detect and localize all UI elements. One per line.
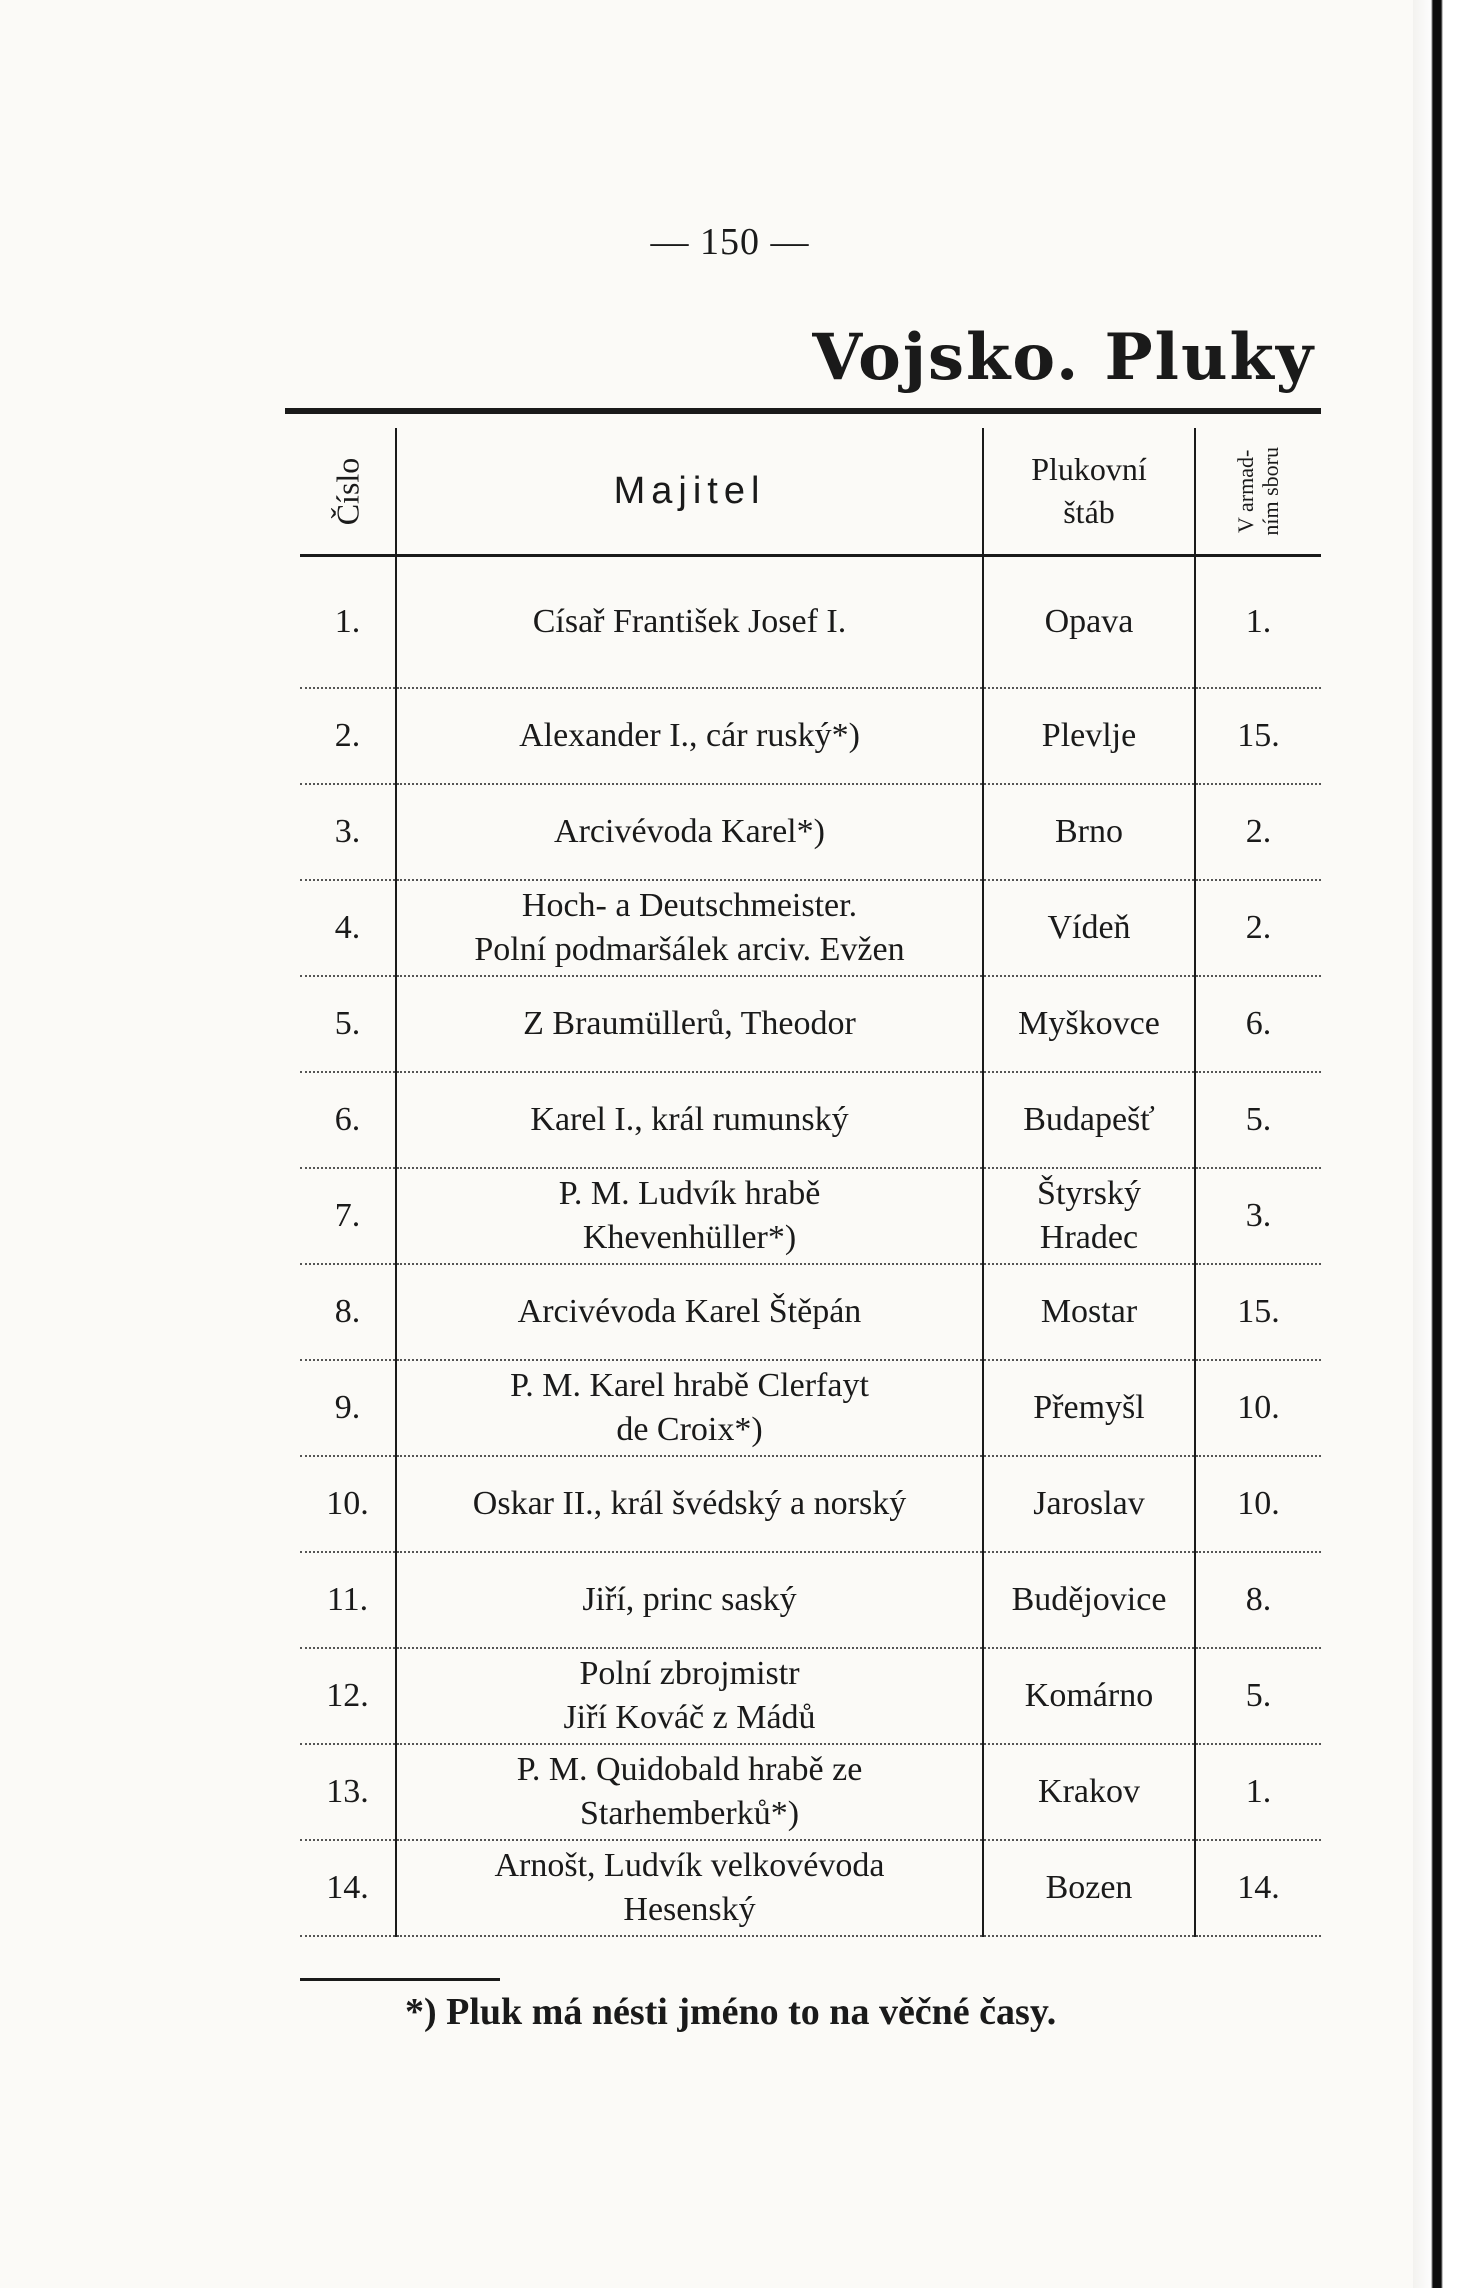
column-header-corps (1195, 428, 1321, 556)
cell-number: 7. (300, 1168, 396, 1264)
cell-hq (983, 1264, 1195, 1360)
cell-hq-line: Přemyšl (1033, 1388, 1145, 1426)
cell-number: 5. (300, 976, 396, 1072)
cell-hq (983, 1552, 1195, 1648)
cell-owner-line: Polní zbrojmistr (579, 1654, 800, 1692)
column-header-hq (983, 428, 1195, 556)
cell-hq-line: Hradec (1039, 1219, 1139, 1256)
cell-number: 9. (300, 1360, 396, 1456)
cell-owner-line: de Croix*) (616, 1411, 763, 1448)
cell-owner (396, 1456, 983, 1552)
table-row (300, 1360, 1321, 1456)
table-row (300, 556, 1321, 689)
column-header-number (300, 428, 396, 556)
table-body (300, 556, 1321, 1937)
column-header-number-label: Číslo (328, 457, 365, 525)
cell-hq (983, 1456, 1195, 1552)
cell-number: 2. (300, 688, 396, 784)
table-row (300, 976, 1321, 1072)
cell-number: 13. (300, 1744, 396, 1840)
cell-owner (396, 1168, 983, 1264)
column-header-corps-label (1233, 447, 1284, 536)
column-header-hq-line2: štáb (1063, 494, 1115, 530)
cell-owner (396, 556, 983, 689)
cell-number: 6. (300, 1072, 396, 1168)
table-row (300, 880, 1321, 976)
cell-corps: 6. (1195, 976, 1321, 1072)
column-header-owner (396, 428, 983, 556)
cell-corps: 15. (1195, 1264, 1321, 1360)
cell-owner (396, 784, 983, 880)
table-row (300, 1264, 1321, 1360)
table-row (300, 1744, 1321, 1840)
table-row (300, 1552, 1321, 1648)
cell-owner-line: Alexander I., cár ruský*) (519, 716, 860, 754)
cell-owner (396, 1744, 983, 1840)
cell-owner-line: Khevenhüller*) (582, 1219, 797, 1256)
table-row (300, 1840, 1321, 1936)
cell-hq (983, 556, 1195, 689)
table-row (300, 1168, 1321, 1264)
cell-owner-line: Hoch- a Deutschmeister. (521, 886, 858, 924)
cell-hq-line: Komárno (1024, 1676, 1154, 1714)
cell-hq (983, 1648, 1195, 1744)
cell-number: 4. (300, 880, 396, 976)
cell-hq (983, 1168, 1195, 1264)
heading-rule (285, 408, 1321, 414)
cell-owner-line: Arnošt, Ludvík velkovévoda (494, 1846, 885, 1884)
table-row (300, 784, 1321, 880)
cell-corps: 1. (1195, 1744, 1321, 1840)
footnote-rule (300, 1978, 500, 1981)
cell-hq (983, 1072, 1195, 1168)
cell-owner (396, 1264, 983, 1360)
cell-corps: 1. (1195, 556, 1321, 689)
column-header-corps-line1: V armad- (1233, 449, 1259, 533)
cell-owner-line: Arcivévoda Karel*) (554, 812, 825, 850)
cell-owner-line: Karel I., král rumunský (530, 1100, 849, 1138)
cell-owner (396, 880, 983, 976)
page-heading: Vojsko. Pluky (812, 320, 1315, 395)
cell-hq (983, 1744, 1195, 1840)
column-header-owner-label: Majitel (613, 469, 766, 512)
table-row (300, 1072, 1321, 1168)
table-row (300, 1648, 1321, 1744)
cell-corps: 8. (1195, 1552, 1321, 1648)
cell-owner-line: Jiří Kováč z Mádů (563, 1699, 816, 1736)
cell-owner-line: Císař František Josef I. (532, 602, 847, 640)
cell-hq-line: Mostar (1040, 1292, 1138, 1330)
cell-owner (396, 688, 983, 784)
cell-owner-line: P. M. Ludvík hrabě (558, 1174, 821, 1212)
cell-hq-line: Brno (1055, 812, 1123, 850)
cell-hq-line: Plevlje (1041, 716, 1137, 754)
cell-hq-line: Opava (1044, 602, 1134, 640)
cell-owner-line: Polní podmaršálek arciv. Evžen (474, 931, 905, 968)
cell-owner-line: P. M. Quidobald hrabě ze (516, 1750, 863, 1788)
cell-hq-line: Jaroslav (1033, 1484, 1145, 1522)
column-header-hq-line1: Plukovní (1031, 450, 1147, 487)
cell-owner-line: P. M. Karel hrabě Clerfayt (510, 1366, 869, 1404)
cell-hq (983, 784, 1195, 880)
column-header-corps-line2: ním sboru (1258, 446, 1284, 536)
cell-owner (396, 1648, 983, 1744)
cell-number: 14. (300, 1840, 396, 1936)
cell-number: 1. (300, 556, 396, 689)
cell-hq-line: Budapešť (1023, 1100, 1155, 1138)
cell-hq (983, 976, 1195, 1072)
cell-corps: 3. (1195, 1168, 1321, 1264)
cell-hq (983, 1360, 1195, 1456)
cell-number: 11. (300, 1552, 396, 1648)
cell-corps: 5. (1195, 1648, 1321, 1744)
cell-corps: 10. (1195, 1456, 1321, 1552)
cell-number: 10. (300, 1456, 396, 1552)
cell-number: 8. (300, 1264, 396, 1360)
cell-owner (396, 1072, 983, 1168)
table-row (300, 1456, 1321, 1552)
table-header-row (300, 428, 1321, 556)
cell-hq (983, 880, 1195, 976)
page-number: — 150 — (650, 221, 810, 263)
cell-corps: 14. (1195, 1840, 1321, 1936)
cell-number: 3. (300, 784, 396, 880)
cell-hq-line: Bozen (1045, 1868, 1133, 1906)
cell-hq-line: Budějovice (1011, 1580, 1167, 1618)
cell-owner-line: Oskar II., král švédský a norský (472, 1484, 907, 1522)
cell-owner-line: Starhemberků*) (579, 1795, 800, 1832)
table-row (300, 688, 1321, 784)
footnote: *) Pluk má nésti jméno to na věčné časy. (405, 1991, 1057, 2033)
cell-corps: 5. (1195, 1072, 1321, 1168)
regiments-table (300, 428, 1321, 1937)
cell-owner-line: Z Braumüllerů, Theodor (523, 1004, 856, 1042)
cell-owner (396, 1552, 983, 1648)
cell-owner (396, 1360, 983, 1456)
cell-owner-line: Arcivévoda Karel Štěpán (517, 1292, 862, 1330)
cell-owner-line: Jiří, princ saský (582, 1580, 797, 1618)
cell-corps: 15. (1195, 688, 1321, 784)
cell-hq (983, 688, 1195, 784)
cell-owner-line: Hesenský (623, 1891, 756, 1928)
cell-number: 12. (300, 1648, 396, 1744)
cell-owner (396, 976, 983, 1072)
cell-hq-line: Krakov (1038, 1772, 1140, 1810)
page-edge-shadow (1413, 0, 1465, 2288)
cell-hq-line: Štyrský (1037, 1174, 1141, 1212)
cell-hq-line: Myškovce (1018, 1004, 1160, 1042)
cell-hq-line: Vídeň (1047, 908, 1131, 946)
cell-hq (983, 1840, 1195, 1936)
cell-corps: 10. (1195, 1360, 1321, 1456)
cell-corps: 2. (1195, 880, 1321, 976)
cell-owner (396, 1840, 983, 1936)
cell-corps: 2. (1195, 784, 1321, 880)
